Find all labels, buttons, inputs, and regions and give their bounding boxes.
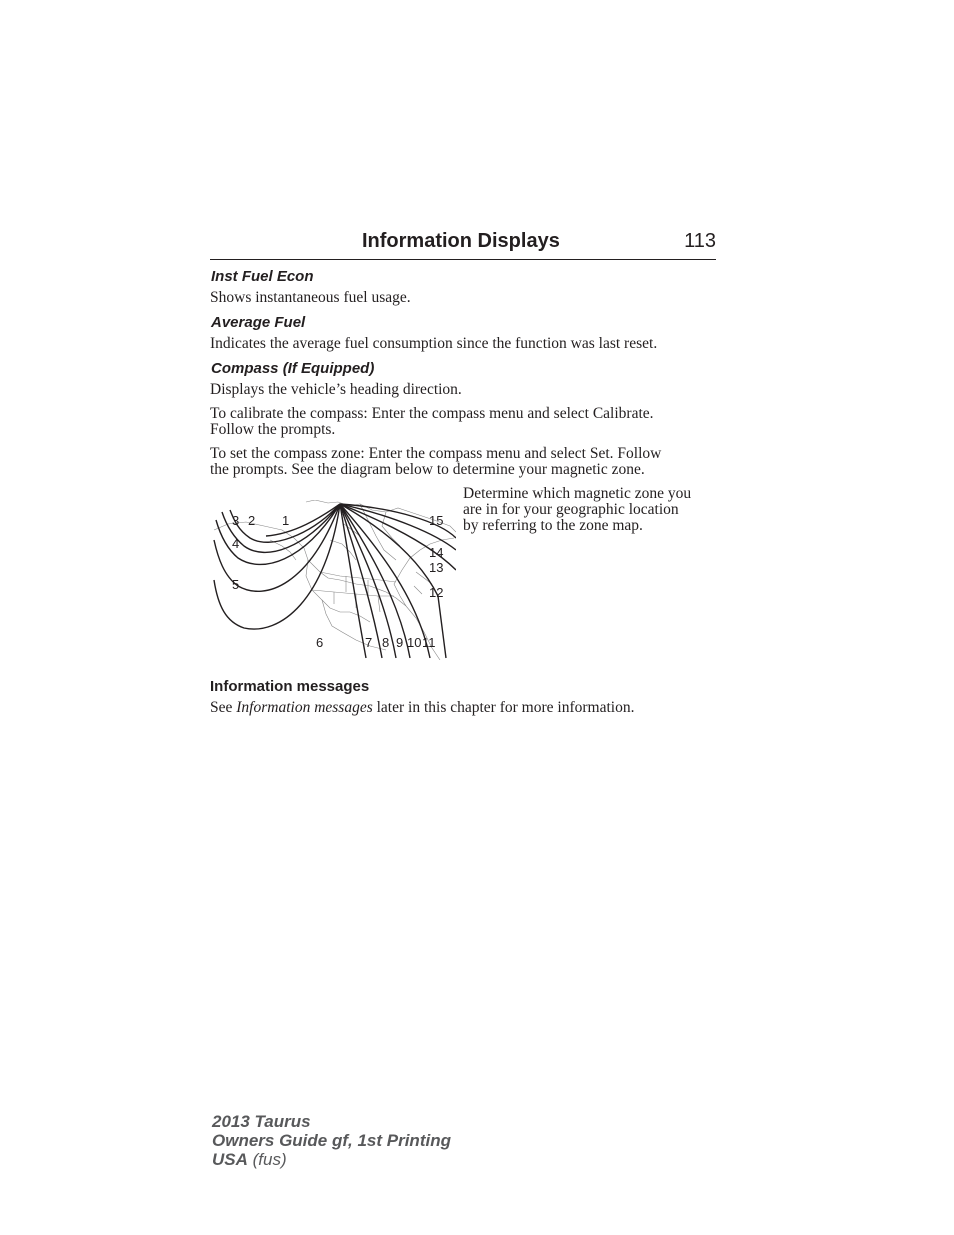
text-prefix: See [210, 699, 237, 716]
page-header [210, 229, 716, 260]
text-compass-heading: Displays the vehicle’s heading direction. [210, 381, 462, 398]
page-footer [212, 1112, 451, 1169]
text-line: by referring to the zone map. [463, 517, 643, 534]
text-compass-calibrate [210, 406, 716, 438]
compass-zone-figure [210, 486, 716, 676]
heading-average-fuel: Average Fuel [211, 314, 306, 331]
text-line: To set the compass zone: Enter the compass menu and select Set. Follow [210, 445, 662, 462]
zone-label-7: 7 [365, 635, 373, 650]
text-suffix: later in this chapter for more information. [372, 699, 635, 716]
zone-label-3: 3 [232, 513, 240, 528]
footer-market [212, 1150, 451, 1169]
zone-label-14: 14 [429, 545, 444, 560]
zone-label-4: 4 [232, 536, 240, 551]
text-line: Follow the prompts. [210, 421, 336, 438]
cross-reference-link[interactable]: Information messages [236, 699, 373, 716]
text-average-fuel: Indicates the average fuel consumption since the function was last reset. [210, 335, 658, 352]
heading-information-messages: Information messages [210, 678, 370, 695]
text-line: To calibrate the compass: Enter the compass menu and select Calibrate. [210, 405, 654, 422]
zone-label-11: 11 [422, 635, 436, 650]
page-content [210, 266, 716, 724]
chapter-title: Information Displays [362, 230, 560, 252]
zone-label-1: 1 [282, 513, 290, 528]
text-information-messages [210, 700, 716, 716]
zone-label-9: 9 [396, 635, 404, 650]
zone-label-10: 10 [407, 635, 422, 650]
heading-compass: Compass (If Equipped) [211, 360, 375, 377]
zone-label-2: 2 [248, 513, 256, 528]
text-inst-fuel-econ: Shows instantaneous fuel usage. [210, 289, 411, 306]
text-line: Determine which magnetic zone you [463, 485, 692, 502]
footer-model: 2013 Taurus [212, 1112, 311, 1131]
text-compass-set-zone [210, 446, 716, 478]
zone-label-5: 5 [232, 577, 240, 592]
text-line: the prompts. See the diagram below to determine your magnetic zone. [210, 461, 645, 478]
zone-label-13: 13 [429, 560, 444, 575]
map-instructions [463, 486, 719, 534]
zone-label-6: 6 [316, 635, 324, 650]
magnetic-zone-map [210, 500, 456, 660]
zone-label-15: 15 [429, 513, 444, 528]
footer-guide: Owners Guide gf, 1st Printing [212, 1131, 451, 1150]
page-number: 113 [684, 230, 716, 252]
heading-inst-fuel-econ: Inst Fuel Econ [211, 268, 314, 285]
footer-country: USA [212, 1150, 248, 1169]
zone-label-12: 12 [429, 585, 444, 600]
text-line: are in for your geographic location [463, 501, 679, 518]
footer-code: (fus) [247, 1150, 287, 1169]
zone-label-8: 8 [382, 635, 390, 650]
